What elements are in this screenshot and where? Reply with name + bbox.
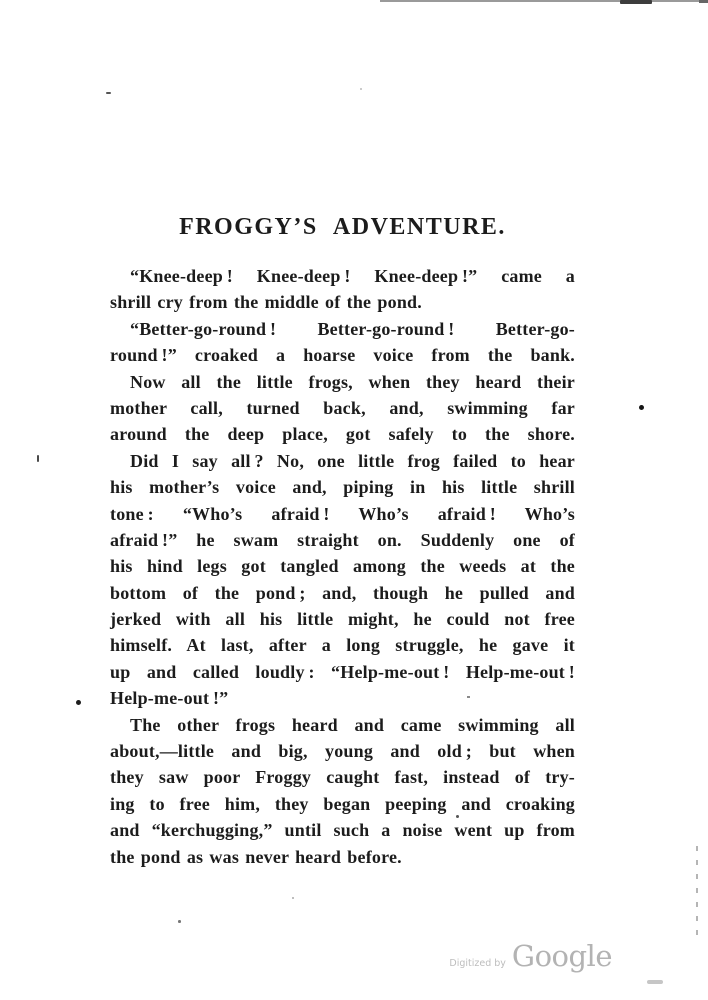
text-line: his hind legs got tangled among the weeds at the (110, 556, 575, 577)
text-line: and “kerchugging,” until such a noise went up from (110, 820, 575, 841)
text-line: his mother’s voice and, piping in his little shrill (110, 477, 575, 498)
text-line: Help-me-out !” (110, 688, 229, 709)
text-line: Now all the little frogs, when they heard their (130, 371, 575, 392)
scan-speck (292, 897, 294, 899)
margin-dot (76, 700, 81, 705)
scan-speck (106, 92, 111, 94)
text-line: afraid !” he swam straight on. Suddenly one of (110, 529, 575, 550)
text-line: about,—little and big, young and old ; but when (110, 741, 575, 762)
text-line: mother call, turned back, and, swimming far (110, 397, 575, 418)
scan-edge-dashes (696, 846, 698, 944)
page-title: FROGGY’S ADVENTURE. (179, 214, 506, 240)
text-line: Did I say all ? No, one little frog failed to hear (130, 450, 575, 471)
watermark (449, 939, 612, 973)
text-line: The other frogs heard and came swimming all (130, 714, 575, 735)
text-line: “Better-go-round ! Better-go-round ! Better-go- (130, 318, 575, 339)
scan-edge-line (380, 0, 708, 2)
text-line: round !” croaked a hoarse voice from the bank. (110, 345, 575, 366)
margin-dot (639, 405, 644, 410)
text-line: jerked with all his little might, he could not free (110, 609, 575, 630)
text-line: bottom of the pond ; and, though he pulled and (110, 582, 575, 603)
scan-speck (467, 696, 470, 698)
text-line: shrill cry from the middle of the pond. (110, 292, 422, 313)
text-line: they saw poor Froggy caught fast, instead of try- (110, 767, 575, 788)
scan-speck (178, 920, 181, 923)
google-logo: Google (511, 939, 612, 973)
scan-speck (456, 815, 459, 818)
text-block (110, 263, 575, 870)
text-line: tone : “Who’s afraid ! Who’s afraid ! Who’s (110, 503, 575, 524)
text-line: around the deep place, got safely to the shore. (110, 424, 575, 445)
text-line: up and called loudly : “Help-me-out ! Help-me-out ! (110, 661, 575, 682)
scan-edge-blob (620, 0, 652, 4)
margin-tick (37, 455, 39, 462)
scan-speck (360, 88, 362, 90)
scan-smudge (647, 980, 663, 984)
scan-edge-blob (699, 0, 708, 3)
digitized-by-label: Digitized by (449, 958, 506, 969)
text-line: ing to free him, they began peeping and croaking (110, 793, 575, 814)
text-line: “Knee-deep ! Knee-deep ! Knee-deep !” came a (130, 266, 575, 286)
text-line: the pond as was never heard before. (110, 846, 402, 867)
text-line: himself. At last, after a long struggle, he gave it (110, 635, 575, 656)
